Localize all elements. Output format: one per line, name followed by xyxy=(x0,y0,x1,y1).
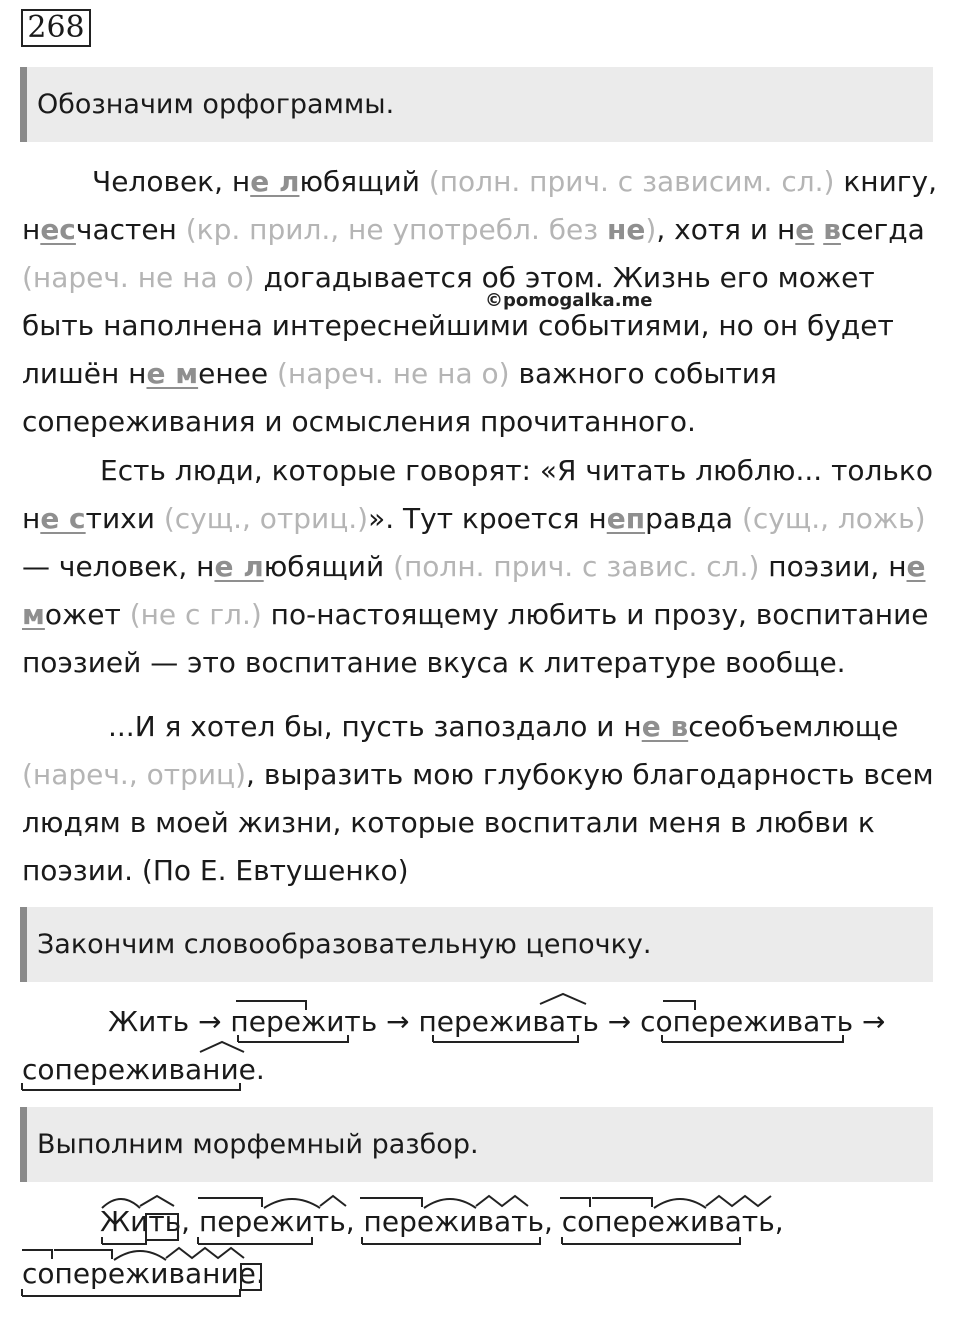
root-mark xyxy=(654,1199,706,1208)
suffix-mark xyxy=(140,1196,174,1206)
section-header-orthograms: Обозначим орфограммы. xyxy=(20,67,933,142)
prefix-mark xyxy=(360,1198,422,1207)
exercise-number: 268 xyxy=(21,9,91,47)
root-mark xyxy=(424,1199,476,1208)
root-mark xyxy=(102,1199,140,1208)
suffix-mark xyxy=(320,1196,346,1206)
section-header-morpheme-analysis: Выполним морфемный разбор. xyxy=(20,1107,933,1182)
paragraph-3: ...И я хотел бы, пусть запоздало и не всеобъемлюще (нареч., отриц), выразить мою глубокую благодарность всем людям в моей жизни, которые воспитали меня в любви к поэзии. (По Е. Евтушенко) xyxy=(22,710,934,887)
paragraph-2: Есть люди, которые говорят: «Я читать люблю... только не стихи (сущ., отриц.)». Тут кроется неправда (сущ., ложь) — человек, не любящий (полн. прич. с завис. сл.) поэзии, не может (не с гл.) по-настоящему любить и прозу, воспитание поэзией — это воспитание вкуса к литературе вообще. xyxy=(22,454,933,679)
ending-mark xyxy=(146,1214,178,1240)
prefix-mark xyxy=(22,1250,112,1259)
suffix-mark xyxy=(166,1248,244,1258)
stem-mark xyxy=(562,1237,740,1244)
paragraph-1: Человек, не любящий (полн. прич. с зависим. сл.) книгу, несчастен (кр. прил., не употребл. без не), хотя и не всегда (нареч. не на о) догадывается об этом. Жизнь его может быть наполнена интереснейшими событиями, но он будет лишён не менее (нареч. не на о) важного события сопереживания и осмысления прочитанного. xyxy=(22,165,937,438)
ending-mark xyxy=(241,1264,261,1290)
prefix-mark xyxy=(198,1198,262,1207)
morpheme-line-1: Жить, пережить, переживать, сопереживать, xyxy=(100,1205,784,1238)
stem-mark xyxy=(22,1289,240,1296)
suffix-mark xyxy=(706,1196,771,1206)
watermark: ©pomogalka.me xyxy=(485,290,653,311)
stem-mark xyxy=(198,1237,312,1244)
root-mark xyxy=(114,1251,166,1260)
stem-mark xyxy=(102,1237,146,1244)
word-chain-line-2: сопереживание. xyxy=(22,1053,265,1086)
root-mark xyxy=(264,1199,320,1208)
stem-mark xyxy=(362,1237,540,1244)
section-header-word-chain: Закончим словообразовательную цепочку. xyxy=(20,907,933,982)
prefix-mark xyxy=(560,1198,652,1207)
morpheme-line-2: сопереживание. xyxy=(22,1257,265,1290)
word-chain-line-1: Жить → пережить → переживать → сопереживать → xyxy=(108,1005,886,1038)
suffix-mark xyxy=(476,1196,528,1206)
